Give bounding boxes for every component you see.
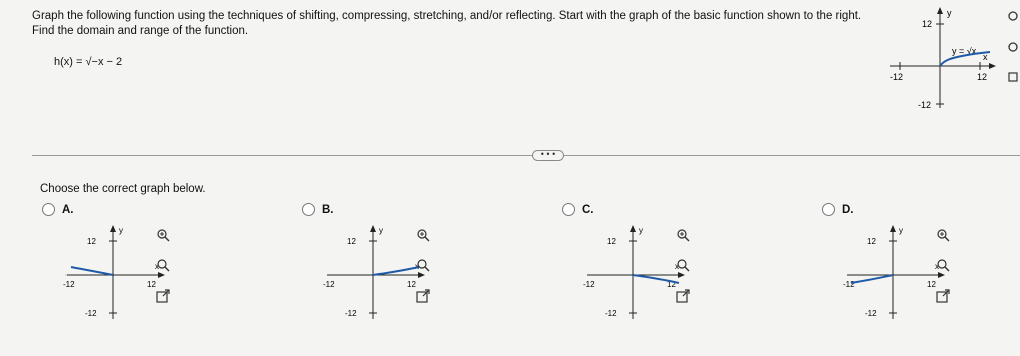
choice-b-letter: B.: [322, 203, 334, 216]
zoom-in-icon[interactable]: [416, 228, 430, 242]
new-window-icon[interactable]: [1009, 73, 1017, 81]
choice-c-y-tick-neg: -12: [605, 309, 617, 318]
basic-x-tick-pos: 12: [977, 72, 988, 82]
choice-d-y-tick-pos: 12: [867, 237, 876, 246]
choice-d-curve: [851, 275, 893, 283]
radio-button-c[interactable]: [562, 203, 575, 216]
radio-button-b[interactable]: [302, 203, 315, 216]
choice-a-y-tick-pos: 12: [87, 237, 96, 246]
open-window-icon[interactable]: [936, 289, 950, 303]
open-window-icon[interactable]: [416, 289, 430, 303]
choose-prompt: Choose the correct graph below.: [40, 183, 206, 195]
radio-button-a[interactable]: [42, 203, 55, 216]
choice-c-curve: [633, 275, 679, 283]
choice-b-x-tick-neg: -12: [323, 280, 335, 289]
basic-y-tick-neg: -12: [918, 100, 932, 110]
zoom-out-icon[interactable]: [156, 258, 170, 272]
choice-c-y-axis: y: [639, 226, 643, 235]
choice-d-x-axis: x: [935, 262, 939, 271]
choice-c[interactable]: [562, 203, 802, 333]
choice-b-x-tick-pos: 12: [407, 280, 416, 289]
zoom-in-icon[interactable]: [676, 228, 690, 242]
choice-b-y-tick-pos: 12: [347, 237, 356, 246]
choice-d-y-axis: y: [899, 226, 903, 235]
open-window-icon[interactable]: [156, 289, 170, 303]
choice-b[interactable]: [302, 203, 542, 333]
more-button[interactable]: • • •: [532, 150, 564, 161]
choice-d-x-tick-neg: -12: [843, 280, 855, 289]
choice-b-x-axis: x: [415, 262, 419, 271]
basic-curve-label: y = √x: [952, 46, 977, 56]
choice-a-x-tick-pos: 12: [147, 280, 156, 289]
choice-a-letter: A.: [62, 203, 74, 216]
function-expression: h(x) = √−x − 2: [54, 56, 123, 68]
basic-y-axis-label: y: [947, 8, 952, 18]
basic-x-axis-label: x: [983, 52, 988, 62]
radio-button-d[interactable]: [822, 203, 835, 216]
choice-a-y-axis: y: [119, 226, 123, 235]
side-toolbar: [1006, 4, 1020, 94]
choice-c-x-tick-pos: 12: [667, 280, 676, 289]
section-divider: [32, 155, 1020, 156]
choice-b-y-tick-neg: -12: [345, 309, 357, 318]
choice-c-x-axis: x: [675, 262, 679, 271]
basic-function-graph: [880, 4, 1010, 116]
magnifier-icon[interactable]: [1009, 12, 1017, 20]
choice-a-radio-row[interactable]: [42, 203, 282, 216]
choice-a[interactable]: [42, 203, 282, 333]
choice-c-x-tick-neg: -12: [583, 280, 595, 289]
choice-c-y-tick-pos: 12: [607, 237, 616, 246]
magnifier-icon[interactable]: [1009, 43, 1017, 51]
zoom-out-icon[interactable]: [676, 258, 690, 272]
zoom-out-icon[interactable]: [936, 258, 950, 272]
choice-c-letter: C.: [582, 203, 594, 216]
choice-a-x-axis: x: [155, 262, 159, 271]
choice-b-radio-row[interactable]: [302, 203, 542, 216]
choice-a-y-tick-neg: -12: [85, 309, 97, 318]
choice-b-curve: [373, 267, 419, 275]
open-window-icon[interactable]: [676, 289, 690, 303]
zoom-out-icon[interactable]: [416, 258, 430, 272]
choice-b-y-axis: y: [379, 226, 383, 235]
zoom-in-icon[interactable]: [156, 228, 170, 242]
choice-d-letter: D.: [842, 203, 854, 216]
choice-d-x-tick-pos: 12: [927, 280, 936, 289]
choice-c-radio-row[interactable]: [562, 203, 802, 216]
choice-a-x-tick-neg: -12: [63, 280, 75, 289]
choice-d-y-tick-neg: -12: [865, 309, 877, 318]
basic-y-tick-pos: 12: [922, 19, 933, 29]
basic-x-tick-neg: -12: [890, 72, 904, 82]
choice-d[interactable]: [822, 203, 1020, 333]
question-instructions: Graph the following function using the techniques of shifting, compressing, stretching, and/or reflecting. Start with the graph of the basic function shown to the right. Find the domain and range of the function.: [32, 10, 862, 37]
choice-d-radio-row[interactable]: [822, 203, 1020, 216]
choice-a-curve: [71, 267, 113, 275]
zoom-in-icon[interactable]: [936, 228, 950, 242]
